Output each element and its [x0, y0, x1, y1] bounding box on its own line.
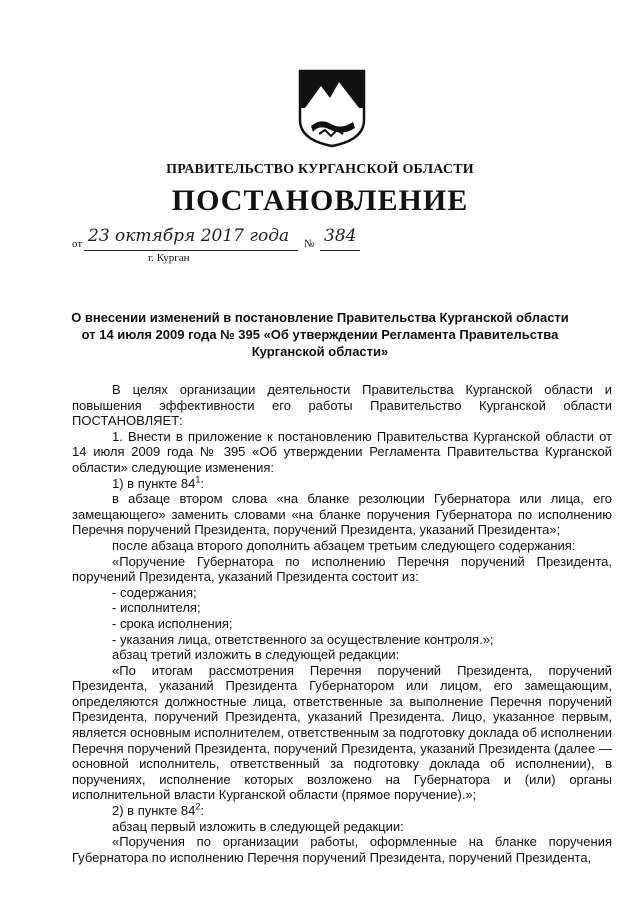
- paragraph-subitem-2: [72, 803, 612, 819]
- paragraph-preamble: В целях организации деятельности Правительства Курганской области и повышения эффективности его работы Правительство Курганской области ПОСТАНОВЛЯЕТ:: [72, 382, 612, 429]
- subitem-2-superscript: 2: [195, 801, 201, 812]
- handwritten-number: 384: [324, 226, 357, 246]
- heading-line-3: Курганской области»: [251, 344, 389, 359]
- paragraph-orders-organization: «Поручения по организации работы, оформленные на бланке поручения Губернатора по исполнению Перечня поручений Президента, поручений Президента,: [72, 834, 612, 865]
- coat-of-arms-emblem: [297, 68, 367, 148]
- list-item-executor: - исполнителя;: [112, 600, 201, 616]
- date-prefix: от: [72, 238, 83, 250]
- number-underline: [320, 250, 360, 251]
- paragraph-first-restate: абзац первый изложить в следующей редакции:: [112, 818, 404, 834]
- subitem-2-tail: :: [200, 803, 204, 819]
- subitem-1-tail: :: [200, 475, 204, 491]
- paragraph-item-1: 1. Внести в приложение к постановлению Правительства Курганской области от 14 июля 2009 года № 395 «Об утверждении Регламента Правительства Курганской области» следующие изменения:: [72, 428, 612, 475]
- subitem-1-text: 1) в пункте 84: [112, 475, 196, 491]
- date-underline: [84, 250, 298, 251]
- heading-line-2: от 14 июля 2009 года № 395 «Об утверждении Регламента Правительства: [81, 327, 559, 342]
- paragraph-subitem-1: [72, 476, 612, 492]
- number-prefix: №: [304, 238, 315, 250]
- list-item-deadline: - срока исполнения;: [112, 615, 233, 631]
- heading-line-1: О внесении изменений в постановление Правительства Курганской области: [71, 310, 569, 325]
- subitem-2-text: 2) в пункте 84: [112, 803, 196, 819]
- paragraph-replace-words: в абзаце втором слова «на бланке резолюции Губернатора или лица, его замещающего» заменить словами «на бланке поручения Губернатора по исполнению Перечня поручений Президента, поручений Президента, указаний Президента»;: [72, 491, 612, 538]
- city-label: г. Курган: [148, 252, 190, 264]
- paragraph-order-composition: «Поручение Губернатора по исполнению Перечня поручений Президента, поручений Президента, указаний Президента состоит из:: [72, 553, 612, 585]
- document-body: [72, 382, 612, 865]
- paragraph-results-review: «По итогам рассмотрения Перечня поручений Президента, поручений Президента, указаний Президента Губернатором или лицом, его замещающим, определяются должностные лица, ответственные за выполнение Перечня поручений Президента, поручений Президента, указаний Президента. Лицо, указанное первым, является основным исполнителем, ответственным за подготовку доклада об исполнении Перечня поручений Президента, поручений Президента, указаний Президента (далее — основной исполнитель, ответственный за подготовку доклада об исполнении), в поручениях, исполнение которых возложено на Губернатора и (или) органы исполнительной власти Курганской области (прямое поручение).»;: [72, 662, 612, 803]
- list-item-controller: - указания лица, ответственного за осуществление контроля.»;: [112, 631, 494, 647]
- government-name: ПРАВИТЕЛЬСТВО КУРГАНСКОЙ ОБЛАСТИ: [166, 162, 474, 177]
- document-heading: [60, 309, 580, 360]
- list-item-content: - содержания;: [112, 584, 197, 600]
- document-date-number-block: [72, 226, 372, 266]
- subitem-1-superscript: 1: [195, 474, 201, 485]
- document-type-title: ПОСТАНОВЛЕНИЕ: [171, 184, 469, 217]
- paragraph-add-third: после абзаца второго дополнить абзацем третьим следующего содержания:: [112, 537, 576, 553]
- paragraph-third-restate: абзац третий изложить в следующей редакции:: [112, 647, 400, 663]
- handwritten-date: 23 октября 2017 года: [88, 226, 290, 246]
